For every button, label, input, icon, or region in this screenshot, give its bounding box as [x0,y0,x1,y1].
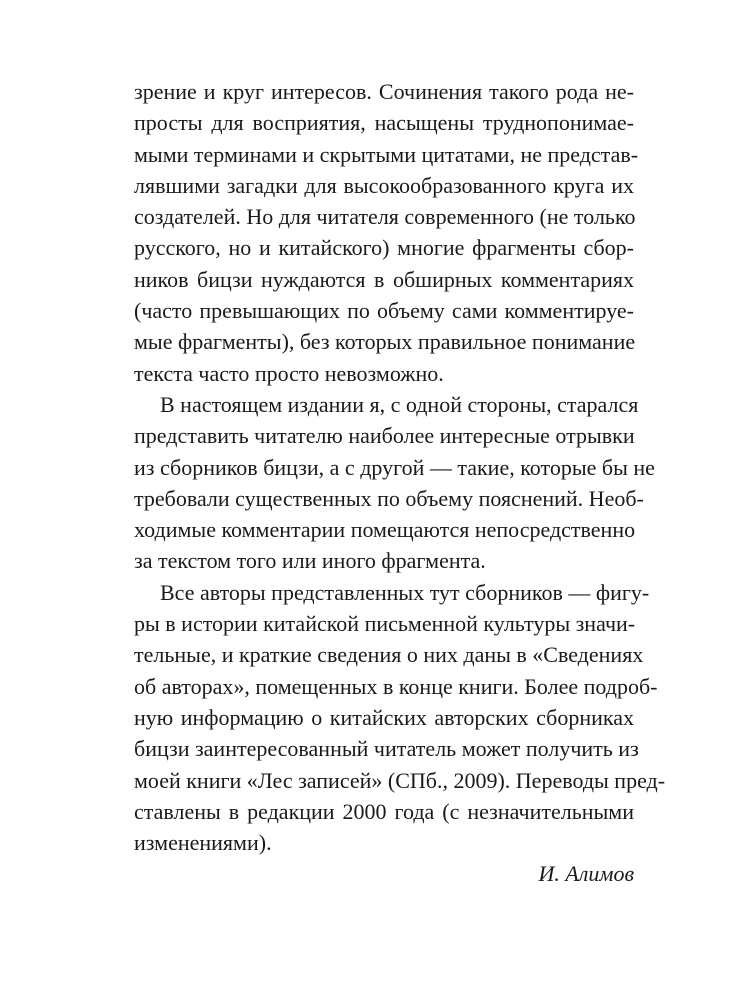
text-line: ную информацию о китайских авторских сборниках [134,704,634,730]
text-line: Все авторы представленных тут сборников — фигу- [160,579,650,605]
text-line: ходимые комментарии помещаются непосредственно [134,517,636,543]
text-line: об авторах», помещенных в конце книги. Более подроб- [134,673,658,699]
text-line: мые фрагменты), без которых правильное понимание [134,329,636,355]
text-line: В настоящем издании я, с одной стороны, старался [160,391,639,417]
text-line: ников бицзи нуждаются в обширных комментариях [134,266,634,292]
body-text [134,76,666,890]
text-line: изменениями). [134,830,272,856]
text-line: русского, но и китайского) многие фрагменты сбор- [134,235,634,261]
text-line: текста часто просто невозможно. [134,360,444,386]
text-line: из сборников бицзи, а с другой — такие, которые бы не [134,454,655,480]
text-line: зрение и круг интересов. Сочинения такого рода не- [134,79,634,104]
text-line: мыми терминами и скрытыми цитатами, не представ- [134,141,639,167]
text-line: ры в истории китайской письменной культуры значи- [134,611,636,637]
paragraph-2 [134,389,655,577]
text-line: бицзи заинтересованный читатель может получить из [134,736,639,762]
author-signature: И. Алимов [538,861,634,887]
text-line: создателей. Но для читателя современного (не только [134,204,636,230]
text-line: (часто превышающих по объему сами комментируе- [134,298,634,324]
paragraph-1 [134,76,639,389]
text-line: требовали существенных по объему пояснений. Необ- [134,485,644,511]
text-line: тельные, и краткие сведения о них даны в «Сведениях [134,642,644,668]
paragraph-3 [134,577,666,859]
text-line: лявшими загадки для высокообразованного круга их [134,172,634,198]
text-line: моей книги «Лес записей» (СПб., 2009). Переводы пред- [134,767,666,793]
text-line: просты для восприятия, насыщены труднопонимае- [134,110,634,136]
text-line: за текстом того или иного фрагмента. [134,548,486,574]
text-line: ставлены в редакции 2000 года (с незначительными [134,798,634,824]
text-line: представить читателю наиболее интересные отрывки [134,423,635,449]
